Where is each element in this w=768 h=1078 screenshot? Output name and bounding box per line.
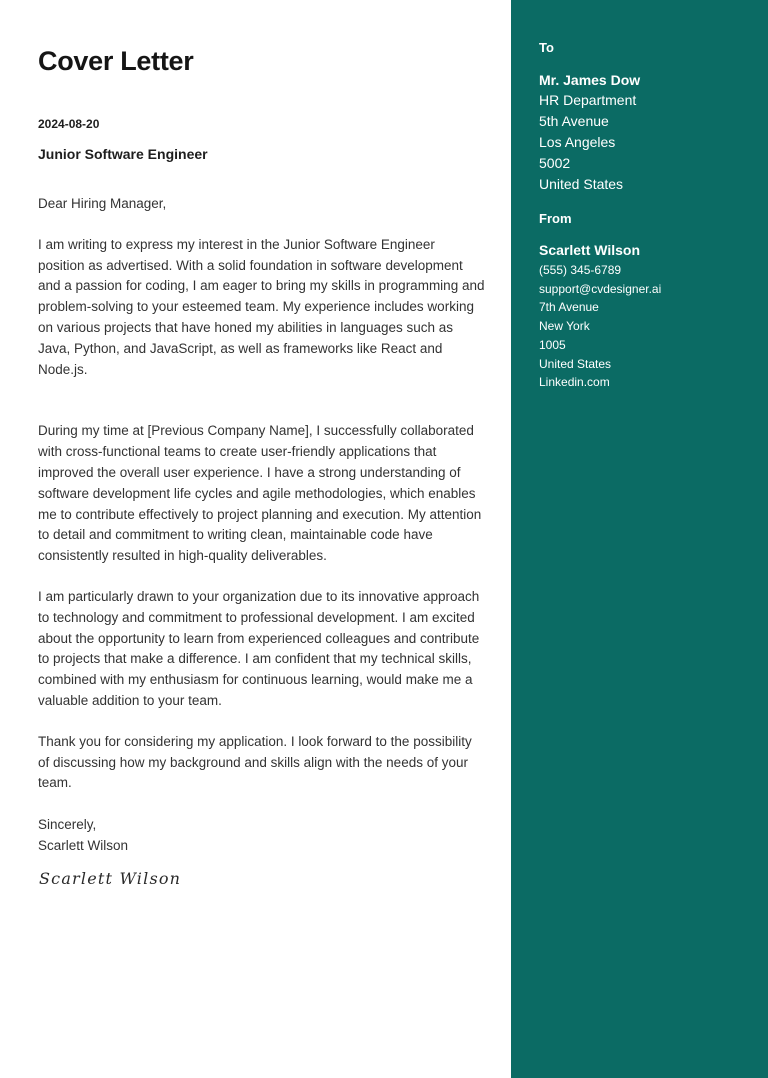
recipient-country: United States — [539, 176, 624, 192]
closing-salutation: Sincerely, — [38, 817, 97, 833]
body-paragraph-1: I am writing to express my interest in the Junior Software Engineer position as advertised. With a solid foundation in software development and a passion for coding, I am eager to bring my skills in programming and problem-solving to your esteemed team. My experience includes working on various projects that have honed my abilities in languages such as Java, Python, and JavaScript, as well as frameworks like React and Node.js. — [38, 236, 485, 377]
sender-zip: 1005 — [539, 337, 566, 352]
recipient-name: Mr. James Dow — [539, 72, 641, 88]
recipient-zip: 5002 — [539, 155, 571, 171]
contact-sidebar — [511, 0, 768, 1078]
sender-heading: From — [539, 211, 572, 226]
sender-email: support@cvdesigner.ai — [539, 281, 662, 296]
sender-phone: (555) 345-6789 — [539, 263, 622, 277]
letter-date: 2024-08-20 — [38, 117, 100, 131]
body-paragraph-3: I am particularly drawn to your organization due to its innovative approach to technology and commitment to professional development. I am excited about the opportunity to learn from experienced colleagues and contribute to projects that make a difference. I am confident that my technical skills, combined with my enthusiasm for continuous learning, would make me a valuable addition to your team. — [38, 588, 480, 708]
body-paragraph-4: Thank you for considering my application. I look forward to the possibility of discussing how my background and skills align with the needs of your team. — [38, 733, 472, 791]
sender-street: 7th Avenue — [539, 300, 599, 315]
page-title: Cover Letter — [38, 46, 194, 76]
recipient-department: HR Department — [539, 92, 637, 108]
handwritten-signature: Scarlett Wilson — [39, 868, 182, 888]
job-position: Junior Software Engineer — [38, 146, 208, 162]
body-paragraph-2: During my time at [Previous Company Name], I successfully collaborated with cross-functional teams to create user-friendly applications that improved the overall user experience. I have a strong understanding of software development life cycles and agile methodologies, which enables me to contribute effectively to project planning and execution. My attention to detail and commitment to writing clean, maintainable code have consistently resulted in high-quality deliverables. — [38, 423, 482, 564]
recipient-street: 5th Avenue — [539, 113, 609, 129]
sender-name: Scarlett Wilson — [38, 837, 129, 853]
sender-contact-name: Scarlett Wilson — [539, 242, 641, 258]
closing-block — [38, 815, 485, 857]
recipient-heading: To — [539, 40, 554, 55]
recipient-city: Los Angeles — [539, 134, 616, 150]
sender-linkedin: Linkedin.com — [539, 375, 610, 390]
greeting: Dear Hiring Manager, — [38, 196, 167, 211]
sender-city: New York — [539, 319, 590, 334]
sender-country: United States — [539, 356, 612, 371]
